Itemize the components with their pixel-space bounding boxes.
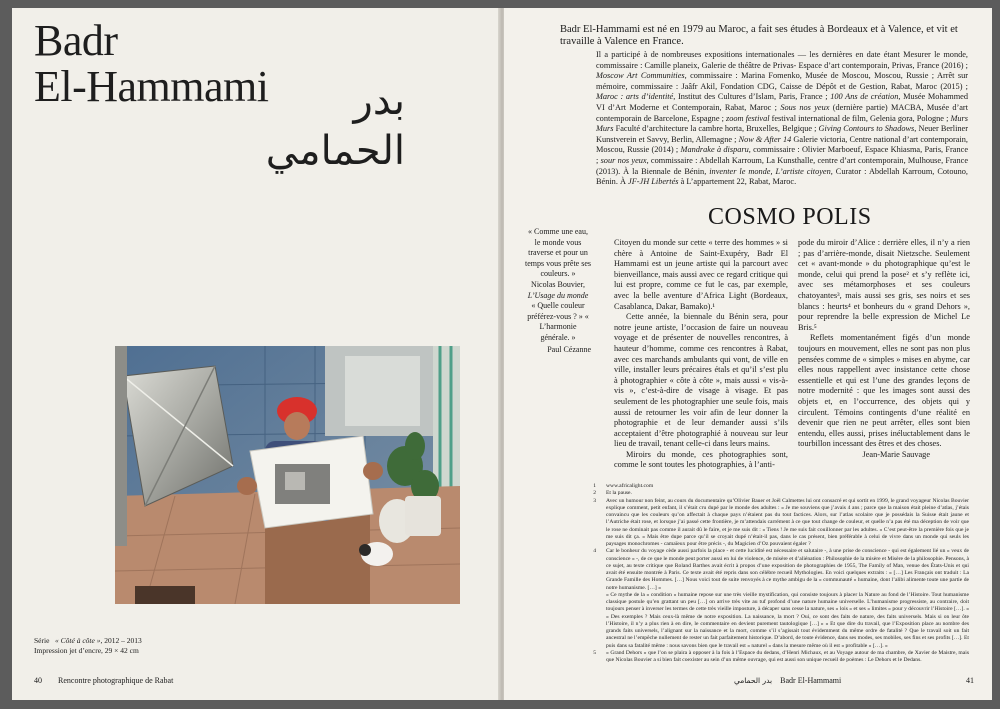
left-page [12, 8, 500, 700]
bio-text: Il a participé à de nombreuses expositions internationales — les dernières en date étant Mesurer le monde, commissaire : Camille planeix, Galerie de théâtre de Privas- Espace d’art contemporain, Privas, France (2016) ; [596, 50, 968, 70]
bio-italic-title: Murs Murs [596, 113, 968, 134]
vendor-photograph [115, 346, 460, 604]
footnote-text: www.africalight.com [606, 483, 654, 489]
essay-paragraph: Citoyen du monde sur cette « terre des hommes » si chère à Antoine de Saint-Exupéry, Badr El Hammami est un jeune artiste qui la parcourt avec bienveillance, mais aussi avec ce regard critique qui lui est propre, comme ce fut le cas, par exemple, avec la belle aventure d’Africa Light (Bordeaux, Casablanca, Dakar, Bamako).¹ [614, 238, 788, 311]
footnotes [584, 483, 969, 664]
bio-text: Faculté d’architecture la cambre horta, Bruxelles, Belgique ; [613, 124, 819, 134]
bio-italic-title: Maroc : arts d’identité [596, 92, 674, 102]
footnote [584, 490, 969, 497]
quote-cezanne-author: Paul Cézanne [547, 344, 591, 354]
bio-text: , commissaire : Abdellah Karroum, La Kunsthalle, centre d’art contemporain, Mulhouse, France (2013). À la Biennale de Bénin, [596, 155, 969, 176]
bio-text: festival international de film, Gelenia gora, Pologne ; [769, 113, 951, 123]
footnote [584, 650, 969, 665]
bio-italic-title: Now & After 14 [738, 134, 792, 144]
footnote-text: « Grand Dehors » que l’on se plaira à opposer à la fois à l’Espace du dedans, d’Henri Michaux, et au Voyage autour de ma chambre, de Xavier de Maistre, mais que Nicolas Bouvier a si bien fait coexister au sein d’un même ouvrage, qui est aussi son unique recueil de poèmes : Le Dehors et le Dedans. [606, 649, 969, 663]
essay-paragraph: Reflets momentanément figés d’un monde toujours en mouvement, elles ne sont pas non plus pensées comme de « simples » mises en abyme, car elles nous rappellent avec insistance cette chose essentielle et qui est l’une des grandes leçons de notre modernité : que les images sont aussi des objets et, en l’occurrence, des objets qui y circulent. Témoins contingents d’une réalité en devenir que rien ne peut arrêter, elles sont bien entendu, elles aussi, prises inéluctablement dans le tourbillon incessant des êtres et des choses. [798, 333, 970, 449]
essay-paragraph: Miroirs du monde, ces photographies sont, comme le sont toutes les photographies, à l’anti- [614, 449, 788, 470]
bio-text: , Curator : Abdellah Karroum, Cotouno, Bénin. À [596, 166, 968, 187]
bio-text: , Institut des Cultures d’Islam, Paris, France ; [673, 92, 831, 102]
essay-column-2 [798, 238, 970, 460]
footnote-number: 4 [593, 548, 596, 555]
footnote-number: 1 [593, 483, 596, 489]
photo-illustration [115, 346, 460, 604]
bio-text: (dernière partie) MACBA, Musée d’art contemporain de Barcelone, Espagne ; [596, 102, 969, 123]
bio-text: , Neuer Berliner Kunstverein et Savvy, Berlin, Allemagne ; [596, 124, 969, 144]
left-page-number: 40 [34, 676, 42, 685]
artist-bio [596, 50, 968, 188]
photo-caption [34, 636, 142, 656]
bio-italic-title: Sous nos yeux [780, 102, 830, 112]
bio-italic-title: zoom festival [725, 113, 770, 123]
bio-text: , commissaire : Olivier Marboeuf, Espace Khiasma, Paris, France ; [596, 145, 968, 165]
bio-italic-title: sour nos yeux [600, 155, 647, 165]
bio-italic-title: Moscow Art Communities [596, 71, 685, 81]
bio-italic-title: JF-JH Libertés [628, 177, 679, 187]
caption-serie-label: Série [34, 636, 50, 645]
footnote-text: Car le bonheur du voyage cède aussi parfois la place - et cette lucidité est nécessaire et salutaire -, à une prise de conscience - qui est également lié un « veux de conscience » -, de ce que le monde peut porter aussi en lui de violence, de misère et d’aliénation : Philosophie de la misère et Misère de la philosophie. Pensons, à ce sujet, au texte critique que Roland Barthes avait écrit à propos d’une exposition de photographies de 1955, The Family of Man, venue des États-Unis et qui avait été ensuite montrée à Paris. Ce texte avait été repris dans son célèbre recueil Mythologies. En voici quelques extraits : « […] Les Français ont traduit : La Grande Famille des Hommes. […] Nous voici tout de suite renvoyés à ce mythe ambigu de la « communauté » humaine, dont l’alibi alimente toute une partie de notre humanisme. […] » [606, 548, 969, 591]
bio-text: à L’appartement 22, Rabat, Maroc. [678, 177, 797, 187]
caption-impression: Impression jet d’encre, 29 × 42 cm [34, 646, 139, 655]
artist-intro: Badr El-Hammami est né en 1979 au Maroc, a fait ses études à Bordeaux et à Valence, et vit et travaille à Valence en France. [560, 24, 958, 47]
epigraph-quotes [525, 227, 591, 355]
footnote [584, 483, 969, 490]
bio-text: Galerie victoria, Centre national d’art contemporain, Moscou, Russie (2014) ; [596, 134, 969, 155]
right-footer-name: Badr El-Hammami [780, 676, 842, 685]
essay-title: COSMO POLIS [708, 204, 872, 230]
caption-serie-title: « Côté à côte » [55, 636, 101, 645]
name-line-last: El-Hammami [34, 62, 269, 111]
footnote-number: 3 [593, 497, 596, 504]
footnote-text: Et la pause. [606, 490, 632, 497]
footnote-number: 5 [593, 649, 596, 656]
footnote-text: Avec un humour non feint, au cours du documentaire qu’Olivier Bauer et Joël Calmettes lui ont consacré et qui sortit en 1999, le grand voyageur Nicolas Bouvier explique comment, petit enfant, il s’était cru dupé par le monde des adultes : « Je me souviens que j’avais 4 ans ; parce que la maison était pleine d’atlas, j’étais convaincu que les couleurs qu’on affectait à chaque pays n’étaient pas du tout factices. Alors, sur l’atlas scolaire que je possédais la Suisse était jaune et l’Autriche était rose, et lorsque j’ai passé cette frontière, je m’attendais carrément à ce que tout change de couleur, et quelle n’a pas été ma déception de voir que le rose ne dominait pas comme il aurait dû le faire, et je me suis dit : « Tiens ! Je me suis fait couillonner par les adultes. » C’est peut-être la première fois que je me suis dit ça. » Mais être dupe parce qu’il se croyait dupé n’était-il pas, dans le cas présent, bien préférable à celui de vivre dans un monde qui seuls les paysages monochromes - camaïeux pour être précis -, du Magicien d’Oz pouvaient égaler ? [606, 497, 969, 547]
quote-bouvier-book: L’Usage du monde [527, 290, 589, 300]
quote-cezanne: « Quelle couleur préférez-vous ? » « L’harmonie générale. » [527, 301, 589, 342]
right-footer-arabic: بدر الحمامي [734, 676, 773, 685]
caption-serie-years: , 2012 – 2013 [100, 636, 142, 645]
footnote-text: « Ce mythe de la « condition » humaine repose sur une très vieille mystification, qui consiste toujours à placer la Nature au fond de l’Histoire. Tout humanisme classique postule qu’en grattant un peu […] on arrive très vite au tuf profond d’une nature humaine universelle. L’humanisme progressiste, au contraire, doit toujours penser à inverser les termes de cette très vieille imposture, à décaper sans cesse la nature, ses « lois » et ses « limites » pour y découvrir l’Histoire […]. » « Des exemples ? Mais ceux-là même de notre exposition. La naissance, la mort ? Oui, ce sont des faits de nature, des faits universels. Mais si on leur ôte l’Histoire, il n’y a plus rien à en dire, le commentaire en devient purement tautologique […] » « Et que dire du travail, que l’Exposition place au nombre des grands faits universels, l’alignant sur la naissance et la mort, comme s’il s’agissait tout évidemment du même ordre de fatalité ? Que le travail soit un fait ancestral ne l’empêche nullement de rester un fait parfaitement historique. D’abord, de toute évidence, dans ses modes, ses mobiles, ses fins et ses profits […]. Et puis dans sa fatalité même : nous savons bien que le travail est « naturel » dans la mesure même où il est « profitable » […]. » [606, 591, 969, 649]
bio-italic-title: 100 Ans de création [830, 92, 899, 102]
essay-column-1 [614, 238, 788, 471]
quote-bouvier: « Comme une eau, le monde vous traverse et pour un temps vous prête ses couleurs. » [525, 227, 591, 279]
bio-italic-title: Giving Contours to Shadows [818, 124, 915, 134]
left-footer-text: Rencontre photographique de Rabat [58, 676, 174, 685]
bio-text: , commissaire : Marina Fomenko, Musée de Moscou, Moscou, Russie ; Arrêt sur mémoire, commissaire : Jaâfr Akil, Fondation CDG, Caisse de Dépôt et de Gestion, Rabat, Maroc (2015) ; [596, 71, 968, 91]
footnote-number: 2 [593, 490, 596, 497]
essay-paragraph: Cette année, la biennale du Bénin sera, pour notre jeune artiste, l’occasion de faire un nouveau voyage et de présenter de nouvelles rencontres, à hauteur d’homme, comme ces rencontres à Rabat, avec ces marchands ambulants qui vont, de ville en ville, installer leurs précaires étals et qu’il s’est plu à photographier « côte à côte », mais aussi « vis-à-vis », c’est-à-dire de visage à visage. Et pas seulement de les photographier une seule fois, mais aussi de retourner les voir afin de leur donner la photographie et de leur demander aussi s’ils acceptaient d’être photographié à nouveau sur leur lieu de travail, tenant celle-ci dans leurs mains. [614, 312, 788, 449]
footnote [584, 498, 969, 549]
right-page-number: 41 [966, 676, 974, 685]
artist-name-arabic: بدر الحمامي [265, 78, 405, 174]
name-line-first: Badr [34, 16, 118, 65]
right-footer [734, 676, 974, 685]
quote-bouvier-author: Nicolas Bouvier, [531, 279, 585, 289]
bio-italic-title: inventer le monde, L’artiste citoyen [709, 166, 831, 176]
footnote [584, 592, 969, 650]
essay-paragraph: pode du miroir d’Alice : derrière elles, il n’y a rien ; pas d’arrière-monde, disait Nietzsche. Seulement cet « avant-monde » du photographique qu’est le monde, celui qui prend la pose² et s’y reflète ici, avec ses métamorphoses et ses couleurs chatoyantes³, mais aussi ses gris, ses noirs et ses blancs : heurts⁴ et bonheurs du « grand Dehors », pour reprendre la belle expression de Michel Le Bris.⁵ [798, 238, 970, 332]
book-spread [12, 8, 992, 700]
bio-text: , Musée Mohammed VI d’Art Moderne et Contemporain, Rabat, Maroc ; [596, 92, 968, 112]
bio-italic-title: Mandrake à disparu [680, 145, 749, 155]
left-footer [34, 676, 187, 685]
footnote [584, 548, 969, 592]
essay-signature: Jean-Marie Sauvage [862, 449, 930, 459]
